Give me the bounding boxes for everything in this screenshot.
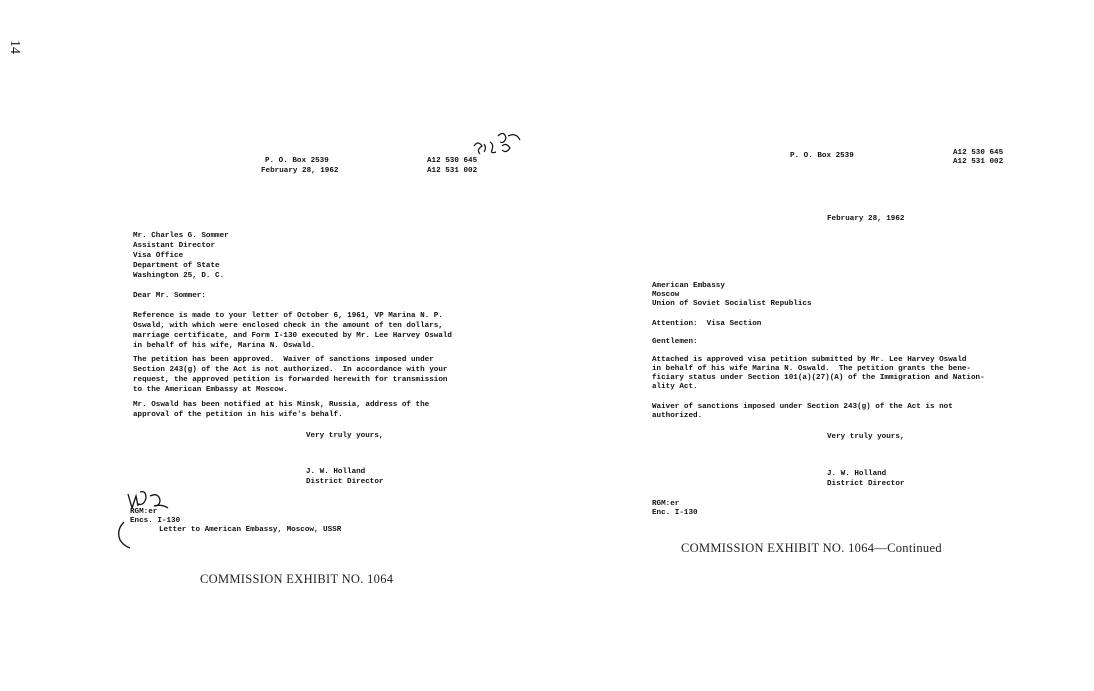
right-para-1-line-1: Attached is approved visa petition submitted by Mr. Lee Harvey Oswald (652, 356, 967, 364)
right-salutation: Gentlemen: (652, 338, 698, 346)
right-file-number-1: A12 530 645 (953, 149, 1004, 157)
right-date: February 28, 1962 (827, 215, 905, 223)
left-para-2-line-2: Section 243(g) of the Act is not authorized. In accordance with your (133, 366, 448, 374)
left-para-3-line-1: Mr. Oswald has been notified at his Minsk, Russia, address of the (133, 401, 430, 409)
left-signer-name: J. W. Holland (306, 468, 366, 476)
right-para-1-line-4: ality Act. (652, 383, 698, 391)
left-para-1-line-1: Reference is made to your letter of October 6, 1961, VP Marina N. P. (133, 312, 443, 320)
right-po-box: P. O. Box 2539 (790, 152, 854, 160)
left-addressee-4: Department of State (133, 262, 220, 270)
left-date: February 28, 1962 (261, 167, 339, 175)
page-number: 14 (7, 40, 22, 54)
right-enclosure: Enc. I-130 (652, 509, 698, 517)
right-addressee-1: American Embassy (652, 282, 725, 290)
right-para-2-line-1: Waiver of sanctions imposed under Section 243(g) of the Act is not (652, 403, 953, 411)
right-signer-title: District Director (827, 480, 905, 488)
left-signer-title: District Director (306, 478, 384, 486)
right-closing: Very truly yours, (827, 433, 905, 441)
left-enclosure-detail: Letter to American Embassy, Moscow, USSR (159, 526, 342, 534)
right-caption: COMMISSION EXHIBIT NO. 1064—Continued (681, 541, 942, 555)
right-para-1-line-3: ficiary status under Section 101(a)(27)(A) of the Immigration and Nation- (652, 374, 985, 382)
left-addressee-5: Washington 25, D. C. (133, 272, 225, 280)
right-attention: Attention: Visa Section (652, 320, 762, 328)
left-po-box: P. O. Box 2539 (265, 157, 329, 165)
right-initials: RGM:er (652, 500, 680, 508)
left-para-3-line-2: approval of the petition in his wife's behalf. (133, 411, 343, 419)
left-para-2-line-4: to the American Embassy at Moscow. (133, 386, 288, 394)
right-para-2-line-2: authorized. (652, 412, 703, 420)
right-addressee-3: Union of Soviet Socialist Republics (652, 300, 812, 308)
right-signer-name: J. W. Holland (827, 470, 887, 478)
left-salutation: Dear Mr. Sommer: (133, 292, 206, 300)
left-addressee-1: Mr. Charles G. Sommer (133, 232, 229, 240)
handwritten-annotation (468, 130, 528, 172)
left-file-number-1: A12 530 645 (427, 157, 478, 165)
left-enclosure: Encs. I-130 (130, 517, 181, 525)
left-closing: Very truly yours, (306, 432, 384, 440)
left-file-number-2: A12 531 002 (427, 167, 478, 175)
right-addressee-2: Moscow (652, 291, 680, 299)
left-initials: RGM:er (130, 508, 158, 516)
left-para-1-line-2: Oswald, with which were enclosed check in the amount of ten dollars, (133, 322, 443, 330)
left-addressee-3: Visa Office (133, 252, 184, 260)
right-file-number-2: A12 531 002 (953, 158, 1004, 166)
left-caption: COMMISSION EXHIBIT NO. 1064 (200, 572, 394, 586)
left-para-2-line-3: request, the approved petition is forwarded herewith for transmission (133, 376, 448, 384)
left-para-1-line-3: marriage certificate, and Form I-130 executed by Mr. Lee Harvey Oswald (133, 332, 452, 340)
right-para-1-line-2: in behalf of his wife Marina N. Oswald. The petition grants the bene- (652, 365, 971, 373)
left-addressee-2: Assistant Director (133, 242, 216, 250)
left-para-1-line-4: in behalf of his wife, Marina N. Oswald. (133, 342, 316, 350)
left-para-2-line-1: The petition has been approved. Waiver of sanctions imposed under (133, 356, 434, 364)
